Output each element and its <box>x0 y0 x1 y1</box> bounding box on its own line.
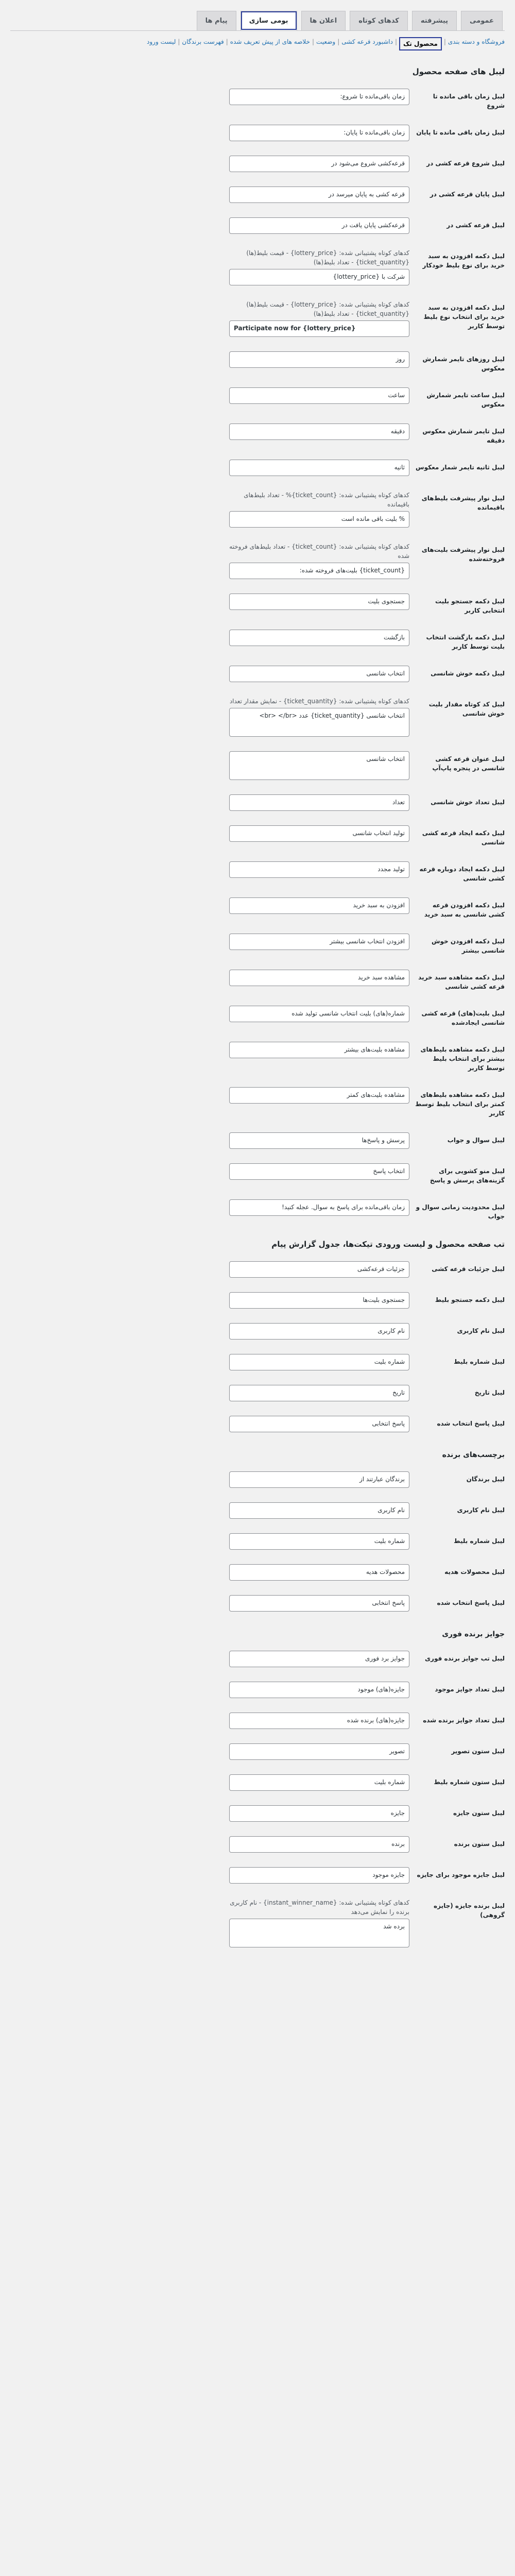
setting-row <box>10 586 505 622</box>
label-text-input[interactable]: مشاهده بلیت‌های کمتر <box>229 1087 409 1104</box>
subnav-separator: | <box>394 38 398 45</box>
setting-field <box>229 697 409 737</box>
tab-advanced[interactable]: پیشرفته <box>412 11 457 30</box>
setting-label: لیبل سوال و جواب <box>447 1137 505 1144</box>
setting-label: لیبل قرعه کشی در <box>447 222 505 229</box>
setting-field <box>229 351 409 368</box>
label-text-input[interactable]: شماره بلیت <box>229 1354 409 1370</box>
setting-field <box>229 1261 409 1278</box>
label-text-input[interactable]: پاسخ انتخابی <box>229 1416 409 1432</box>
tab-general[interactable]: عمومی <box>461 11 503 30</box>
setting-field <box>229 1805 409 1822</box>
label-textarea[interactable]: انتخاب شانسی <box>229 751 409 780</box>
setting-row <box>10 210 505 241</box>
label-text-input[interactable]: % بلیت باقی مانده است <box>229 511 409 528</box>
setting-label: لیبل دکمه جستجو بلیت انتخابی کاربر <box>435 598 505 614</box>
setting-label: لیبل پاسخ انتخاب شده <box>437 1420 505 1427</box>
subnav-entry-list[interactable]: لیست ورود <box>147 38 176 45</box>
subnav-single-product[interactable]: محصول تک <box>399 37 442 50</box>
setting-row <box>10 854 505 890</box>
localization-subnav <box>10 31 505 56</box>
setting-label: لیبل دکمه ایجاد قرعه کشی شانسی <box>422 829 505 846</box>
setting-field <box>229 1898 409 1947</box>
label-text-input[interactable]: تصویر <box>229 1743 409 1760</box>
setting-row <box>10 1674 505 1705</box>
setting-row <box>10 890 505 926</box>
setting-row <box>10 658 505 689</box>
setting-row <box>10 179 505 210</box>
setting-label: لیبل تعداد جوایز برنده شده <box>423 1717 505 1724</box>
setting-field <box>229 1163 409 1180</box>
setting-field <box>229 248 409 285</box>
setting-label: لیبل ستون تصویر <box>451 1748 505 1755</box>
subnav-status[interactable]: وضعیت <box>316 38 336 45</box>
setting-field <box>229 1132 409 1149</box>
setting-row <box>10 1378 505 1409</box>
setting-row <box>10 962 505 998</box>
label-text-input[interactable]: افزودن به سبد خرید <box>229 897 409 914</box>
setting-row <box>10 483 505 535</box>
setting-label: لیبل منو کشویی برای گزینه‌های پرسش و پاسخ <box>430 1167 505 1184</box>
label-text-input[interactable]: افزودن انتخاب شانسی بیشتر <box>229 934 409 950</box>
setting-label: لیبل ستون شماره بلیط <box>434 1778 505 1786</box>
label-text-input[interactable]: جایزه(های) برنده شده <box>229 1713 409 1729</box>
label-text-input[interactable]: جایزه(های) موجود <box>229 1682 409 1698</box>
setting-row <box>10 1767 505 1798</box>
setting-label: لیبل دکمه مشاهده سبد خرید قرعه کشی شانسی <box>418 974 505 990</box>
section-product-tab-ticket-entries: تب صفحه محصول و لیست ورودی تیکت‌ها، جدول گزارش پیام <box>271 1240 505 1249</box>
label-text-input[interactable]: جایزه <box>229 1805 409 1822</box>
shortcode-hint: کدهای کوتاه پشتیبانی شده: {instant_winner_name} - نام کاربری برنده را نمایش می‌دهد <box>230 1899 409 1916</box>
setting-field <box>229 387 409 404</box>
setting-field <box>229 1595 409 1612</box>
setting-label: لیبل دکمه مشاهده بلیط‌های بیشتر برای انتخاب بلیط توسط کاربر <box>420 1046 505 1072</box>
setting-field <box>229 1416 409 1432</box>
label-text-input[interactable]: تولید مجدد <box>229 861 409 878</box>
setting-row <box>10 1080 505 1125</box>
setting-field <box>229 1087 409 1104</box>
setting-row <box>10 818 505 854</box>
setting-field <box>229 1354 409 1370</box>
setting-field <box>229 1385 409 1401</box>
label-text-input[interactable]: جایزه موجود <box>229 1867 409 1884</box>
label-text-input[interactable]: نام کاربری <box>229 1502 409 1519</box>
setting-row <box>10 1285 505 1316</box>
product-tab-labels-list <box>10 1254 505 1439</box>
shortcode-hint: کدهای کوتاه پشتیبانی شده: {ticket_count} - تعداد بلیط‌های فروخته شده <box>229 543 409 560</box>
setting-label: لیبل نوار پیشرفت بلیت‌های فروخته‌شده <box>421 546 505 563</box>
subnav-separator: | <box>443 38 446 45</box>
label-text-input[interactable]: ساعت <box>229 387 409 404</box>
setting-row <box>10 241 505 293</box>
setting-row <box>10 535 505 586</box>
setting-label: لیبل تاریخ <box>474 1389 505 1396</box>
setting-label: لیبل شماره بلیط <box>454 1358 505 1365</box>
setting-field <box>229 1042 409 1058</box>
setting-row <box>10 117 505 148</box>
setting-field <box>229 630 409 646</box>
subnav-predefined-summaries[interactable]: خلاصه های از پیش تعریف شده <box>230 38 310 45</box>
label-text-input[interactable]: پرسش و پاسخ‌ها <box>229 1132 409 1149</box>
shortcode-hint: کدهای کوتاه پشتیبانی شده: {lottery_price} - قیمت بلیط(ها) {ticket_quantity} - تعداد بلیط(ها) <box>246 249 409 266</box>
setting-row <box>10 1156 505 1192</box>
label-text-input[interactable]: زمان باقی‌مانده تا پایان: <box>229 125 409 141</box>
setting-field <box>229 1651 409 1667</box>
setting-field <box>229 1564 409 1581</box>
setting-field <box>229 794 409 811</box>
setting-row <box>10 1798 505 1829</box>
setting-label: لیبل نام کاربری <box>457 1327 505 1334</box>
label-text-input[interactable]: قرعه کشی به پایان میرسد در <box>229 187 409 203</box>
label-text-input[interactable]: زمان باقی‌مانده برای پاسخ به سوال. عجله کنید! <box>229 1199 409 1216</box>
setting-row <box>10 148 505 179</box>
setting-field <box>229 897 409 914</box>
product-page-labels-list <box>10 81 505 1228</box>
setting-row <box>10 1347 505 1378</box>
setting-field <box>229 1199 409 1216</box>
instant-win-labels-list <box>10 1643 505 1955</box>
label-text-input[interactable]: دقیقه <box>229 423 409 440</box>
setting-row <box>10 1125 505 1156</box>
setting-field <box>229 187 409 203</box>
setting-label: لیبل دکمه افزودن قرعه کشی شانسی به سبد خرید <box>424 902 505 918</box>
tab-notifications[interactable]: اعلان ها <box>301 11 346 30</box>
setting-label: لیبل دکمه بازگشت انتخاب بلیت توسط کاربر <box>426 634 505 650</box>
setting-row <box>10 1316 505 1347</box>
label-text-input[interactable]: تاریخ <box>229 1385 409 1401</box>
setting-label: لیبل کد کوتاه مقدار بلیت خوش شانسی <box>428 701 505 717</box>
setting-field <box>229 1774 409 1791</box>
setting-label: لیبل دکمه افزودن خوش شانسی بیشتر <box>431 938 505 954</box>
shortcode-hint: کدهای کوتاه پشتیبانی شده: {ticket_quantity} - نمایش مقدار تعداد <box>229 698 409 705</box>
subnav-lottery-dashboard[interactable]: داشبورد قرعه کشی <box>341 38 393 45</box>
section-instant-win-prizes: جوایز برنده فوری <box>442 1630 505 1638</box>
setting-label: لیبل نام کاربری <box>457 1506 505 1514</box>
setting-label: لیبل نوار پیشرفت بلیط‌های باقیمانده <box>421 495 505 511</box>
label-text-input[interactable]: شماره بلیت <box>229 1533 409 1550</box>
setting-row <box>10 689 505 744</box>
setting-row <box>10 344 505 380</box>
setting-row <box>10 1254 505 1285</box>
setting-row <box>10 1705 505 1736</box>
setting-label: لیبل برنده جایزه (جایزه گروهی) <box>434 1902 505 1919</box>
setting-label: لیبل پایان قرعه کشی در <box>430 191 505 198</box>
setting-label: لیبل جایزه موجود برای جایزه <box>417 1871 505 1878</box>
setting-label: لیبل زمان باقی مانده تا پایان <box>416 129 505 136</box>
setting-label: لیبل تایمر شمارش معکوس دقیقه <box>422 428 505 444</box>
setting-row <box>10 293 505 344</box>
setting-field <box>229 89 409 105</box>
setting-field <box>229 1836 409 1853</box>
setting-label: لیبل روزهای تایمر شمارش معکوس <box>422 355 505 372</box>
subnav-shop-category[interactable]: فروشگاه و دسته بندی <box>448 38 505 45</box>
setting-label: لیبل شماره بلیط <box>454 1537 505 1545</box>
setting-field <box>229 1682 409 1698</box>
tab-messages[interactable]: پیام ها <box>197 11 236 30</box>
setting-label: لیبل محدودیت زمانی سوال و جواب <box>416 1204 505 1220</box>
subnav-separator: | <box>178 38 180 45</box>
label-text-input[interactable]: انتخاب شانسی <box>229 666 409 682</box>
subnav-separator: | <box>312 38 315 45</box>
setting-field <box>229 156 409 172</box>
label-text-input[interactable]: انتخاب پاسخ <box>229 1163 409 1180</box>
setting-label: لیبل دکمه جستجو بلیط <box>435 1296 505 1303</box>
setting-row <box>10 1736 505 1767</box>
setting-row <box>10 1035 505 1080</box>
section-product-page-labels: لیبل های صفحه محصول <box>412 67 505 76</box>
label-text-input[interactable]: شرکت با {lottery_price} <box>229 269 409 285</box>
section-winner-labels: برچسب‌های برنده <box>442 1451 505 1459</box>
label-text-input[interactable]: قرعه‌کشی پایان یافت در <box>229 217 409 234</box>
setting-row <box>10 1526 505 1557</box>
setting-label: لیبل ستون جایزه <box>453 1809 505 1817</box>
setting-field <box>229 542 409 579</box>
setting-row <box>10 1557 505 1588</box>
setting-row <box>10 1409 505 1439</box>
setting-label: لیبل زمان باقی مانده تا شروع <box>433 93 505 109</box>
label-text-input[interactable]: ثانیه <box>229 460 409 476</box>
setting-row <box>10 81 505 117</box>
setting-field <box>229 825 409 842</box>
shortcode-hint: کدهای کوتاه پشتیبانی شده: {lottery_price} - قیمت بلیط(ها) {ticket_quantity} - تعداد بلیط(ها) <box>246 301 409 317</box>
setting-field <box>229 490 409 528</box>
setting-row <box>10 1464 505 1495</box>
setting-row <box>10 1588 505 1619</box>
setting-field <box>229 970 409 986</box>
setting-field <box>229 125 409 141</box>
setting-row <box>10 380 505 416</box>
setting-field <box>229 1471 409 1488</box>
setting-row <box>10 744 505 787</box>
setting-row <box>10 787 505 818</box>
label-text-input[interactable]: محصولات هدیه <box>229 1564 409 1581</box>
setting-row <box>10 1495 505 1526</box>
setting-label: لیبل ثانیه تایمر شمار معکوس <box>416 464 505 471</box>
label-text-input[interactable]: شماره(های) بلیت انتخاب شانسی تولید شده <box>229 1006 409 1022</box>
setting-label: لیبل دکمه ایجاد دوباره قرعه کشی شانسی <box>419 866 505 882</box>
setting-row <box>10 1860 505 1891</box>
setting-label: لیبل تعداد جوایز موجود <box>435 1686 505 1693</box>
setting-label: لیبل شروع قرعه کشی در <box>426 160 505 167</box>
setting-field <box>229 300 409 337</box>
setting-field <box>229 1743 409 1760</box>
setting-field <box>229 861 409 878</box>
label-text-input[interactable]: مشاهده بلیت‌های بیشتر <box>229 1042 409 1058</box>
shortcode-hint: کدهای کوتاه پشتیبانی شده: {ticket_count}% - تعداد بلیط‌های باقیمانده <box>244 492 409 508</box>
label-text-input[interactable]: بازگشت <box>229 630 409 646</box>
label-text-input[interactable]: جزئیات قرعه‌کشی <box>229 1261 409 1278</box>
setting-field <box>229 1713 409 1729</box>
label-text-input[interactable]: زمان باقی‌مانده تا شروع: <box>229 89 409 105</box>
setting-row <box>10 452 505 483</box>
subnav-separator: | <box>226 38 228 45</box>
setting-row <box>10 998 505 1035</box>
setting-row <box>10 926 505 962</box>
setting-label: لیبل پاسخ انتخاب شده <box>437 1599 505 1606</box>
winner-labels-list <box>10 1464 505 1619</box>
label-text-input[interactable]: قرعه‌کشی شروع می‌شود در <box>229 156 409 172</box>
setting-field <box>229 460 409 476</box>
setting-label: لیبل دکمه افزودن به سبد خرید برای انتخاب نوع بلیط توسط کاربر <box>423 304 505 330</box>
setting-label: لیبل دکمه مشاهده بلیط‌های کمتر برای انتخاب بلیط توسط کاربر <box>415 1091 505 1117</box>
setting-field <box>229 1006 409 1022</box>
setting-field <box>229 1867 409 1884</box>
label-text-input[interactable]: شماره بلیت <box>229 1774 409 1791</box>
setting-label: لیبل جزئیات قرعه کشی <box>432 1265 505 1273</box>
setting-row <box>10 1891 505 1955</box>
settings-tabs <box>10 7 505 31</box>
setting-label: لیبل محصولات هدیه <box>444 1568 505 1575</box>
subnav-winners-list[interactable]: فهرست برندگان <box>182 38 224 45</box>
setting-row <box>10 416 505 452</box>
setting-label: لیبل دکمه خوش شانسی <box>431 670 505 677</box>
label-text-input[interactable]: جوایز برد فوری <box>229 1651 409 1667</box>
setting-label: لیبل دکمه افزودن به سبد خرید برای نوع بلیط خودکار <box>422 252 505 269</box>
setting-row <box>10 622 505 658</box>
setting-field <box>229 594 409 610</box>
label-textarea[interactable]: انتخاب شانسی {ticket_quantity} عدد <br> </br> <box>229 708 409 737</box>
setting-field <box>229 666 409 682</box>
tab-shortcodes[interactable]: کدهای کوتاه <box>350 11 408 30</box>
label-textarea[interactable]: برده شد <box>229 1919 409 1947</box>
label-text-input[interactable]: تعداد <box>229 794 409 811</box>
setting-row <box>10 1192 505 1228</box>
setting-row <box>10 1643 505 1674</box>
label-text-input[interactable]: جستجوی بلیت‌ها <box>229 1292 409 1309</box>
setting-field <box>229 1502 409 1519</box>
setting-field <box>229 1533 409 1550</box>
label-text-input[interactable]: مشاهده سبد خرید <box>229 970 409 986</box>
label-text-input[interactable]: نام کاربری <box>229 1323 409 1340</box>
label-text-input[interactable]: {ticket_count} بلیت‌های فروخته شده: <box>229 563 409 579</box>
label-text-input[interactable]: پاسخ انتخابی <box>229 1595 409 1612</box>
setting-field <box>229 423 409 440</box>
label-text-input[interactable]: تولید انتخاب شانسی <box>229 825 409 842</box>
setting-label: لیبل تب جوایز برنده فوری <box>425 1655 505 1662</box>
setting-field <box>229 751 409 780</box>
label-text-input[interactable]: جستجوی بلیت <box>229 594 409 610</box>
label-text-input[interactable]: برنده <box>229 1836 409 1853</box>
setting-field <box>229 217 409 234</box>
setting-label: لیبل تعداد خوش شانسی <box>431 799 505 806</box>
setting-label: لیبل عنوان قرعه کشی شانسی در پنجره پاپ‌آپ <box>432 755 505 772</box>
setting-label: لیبل ستون برنده <box>454 1840 505 1848</box>
setting-field <box>229 934 409 950</box>
setting-row <box>10 1829 505 1860</box>
subnav-separator: | <box>337 38 340 45</box>
label-text-input[interactable]: Participate now for {lottery_price} <box>229 320 409 337</box>
label-text-input[interactable]: روز <box>229 351 409 368</box>
setting-field <box>229 1323 409 1340</box>
setting-label: لیبل بلیت(های) قرعه کشی شانسی ایجادشده <box>421 1010 505 1026</box>
setting-label: لیبل ساعت تایمر شمارش معکوس <box>426 392 505 408</box>
setting-field <box>229 1292 409 1309</box>
tab-localization[interactable]: بومی سازی <box>241 11 297 30</box>
label-text-input[interactable]: برندگان عبارتند از <box>229 1471 409 1488</box>
setting-label: لیبل برندگان <box>466 1476 505 1483</box>
